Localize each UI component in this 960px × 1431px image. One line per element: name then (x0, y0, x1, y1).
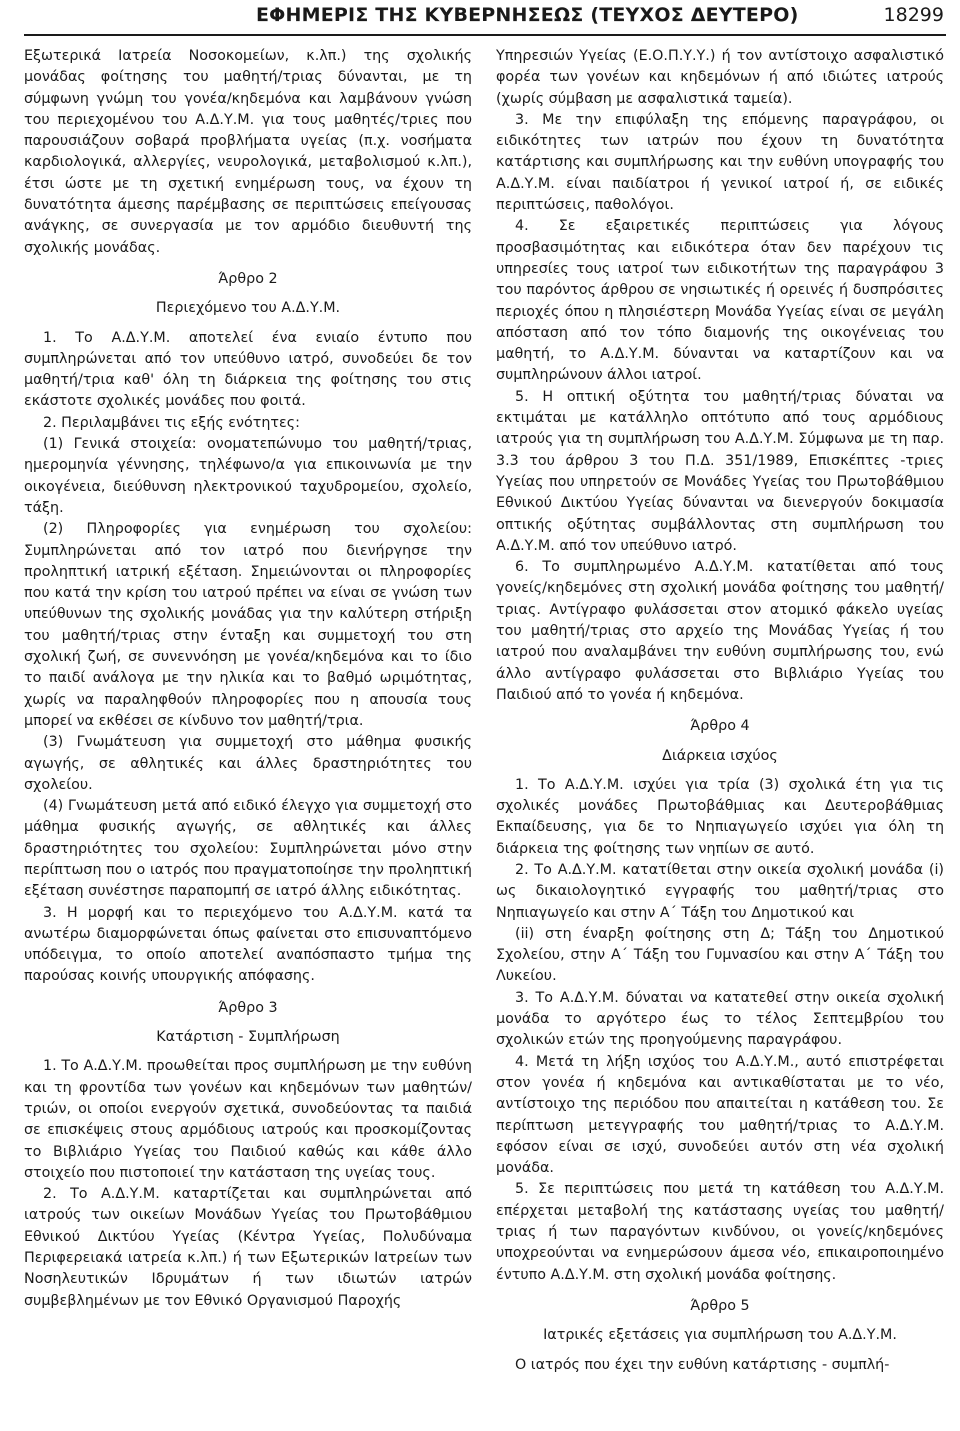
paragraph: 1. Το Α.Δ.Υ.Μ. ισχύει για τρία (3) σχολικά έτη για τις σχολικές μονάδες Πρωτοβάθμιας και Δευτεροβάθμιας Εκπαίδευσης, για δε το Νηπιαγωγείο ισχύει για όλη τη διάρκεια της φοίτησης των νηπίων σε αυτό. (496, 776, 944, 857)
page-header (24, 2, 946, 36)
paragraph: 1. Το Α.Δ.Υ.Μ. προωθείται προς συμπλήρωση με την ευθύνη και τη φροντίδα των γονέων και κηδεμόνων των μαθητών/τριών, οι οποίοι ενεργούν σχετικά, συνοδεύοντας τα παιδιά σε επισκέψεις στους αρμόδιους ιατρούς και προσκομίζοντας το Βιβλιάριο Υγείας του Παιδιού καθώς και κάθε άλλο στοιχείο που πιστοποιεί την κατάσταση της υγείας τους. (24, 1058, 472, 1181)
paragraph: Ο ιατρός που έχει την ευθύνη κατάρτισης - συμπλή- (515, 1356, 890, 1373)
paragraph: 2. Περιλαμβάνει τις εξής ενότητες: (43, 414, 300, 431)
paragraph: 3. Η μορφή και το περιεχόμενο του Α.Δ.Υ.Μ. κατά τα ανωτέρω διαμορφώνεται όπως φαίνεται στο επισυναπτόμενο υπόδειγμα, το οποίο αποτελεί αναπόσπαστο τμήμα της παρούσας κοινής υπουργικής απόφασης. (24, 904, 472, 985)
paragraph: 3. Με την επιφύλαξη της επόμενης παραγράφου, οι ειδικότητες των ιατρών που έχουν τη δυνατότητα κατάρτισης και συμπλήρωσης και την ευθύνη υπογραφής του Α.Δ.Υ.Μ. είναι παιδίατροι ή γενικοί ιατροί ή, σε ειδικές περιπτώσεις, παθολόγοι. (496, 111, 944, 214)
paragraph: 4. Μετά τη λήξη ισχύος του Α.Δ.Υ.Μ., αυτό επιστρέφεται στον γονέα ή κηδεμόνα και αντικαθίσταται με το νέο, αντίστοιχο της περιόδου που απαιτείται η κατάθεση του. Σε περίπτωση μετεγγραφής του μαθητή/τριας το Α.Δ.Υ.Μ. εφόσον είναι σε ισχύ, συνοδεύει αυτόν στη νέα σχολική μονάδα. (496, 1053, 944, 1177)
paragraph: Υπηρεσιών Υγείας (Ε.Ο.Π.Υ.Υ.) ή τον αντίστοιχο ασφαλιστικό φορέα των γονέων και κηδεμόνων ή από ιδιώτες ιατρούς (χωρίς σύμβαση με ασφαλιστικά ταμεία). (496, 48, 944, 107)
gazette-title: ΕΦΗΜΕΡΙΣ ΤΗΣ ΚΥΒΕΡΝΗΣΕΩΣ (ΤΕΥΧΟΣ ΔΕΥΤΕΡΟ) (256, 4, 799, 26)
right-column (496, 46, 944, 1376)
article-2-subtitle: Περιεχόμενο του Α.Δ.Υ.Μ. (155, 300, 341, 317)
paragraph: 2. Το Α.Δ.Υ.Μ. καταρτίζεται και συμπληρώνεται από ιατρούς των οικείων Μονάδων Υγείας του Πρωτοβάθμιου Εθνικού Δικτύου Υγείας (Κέντρα Υγείας, Πολυδύναμα Περιφερειακά ιατρεία κ.λπ.) ή των Εξωτερικών Ιατρείων των Νοσηλευτικών Ιδρυμάτων ή των ιδιωτών ιατρών συμβεβλημένων με τον Εθνικό Οργανισμού Παροχής (24, 1186, 472, 1309)
article-4-title: Άρθρο 4 (690, 718, 750, 735)
paragraph: (1) Γενικά στοιχεία: ονοματεπώνυμο του μαθητή/τριας, ημερομηνία γέννησης, τηλέφωνο/α για επικοινωνία με την οικογένεια, διεύθυνση ηλεκτρονικού ταχυδρομείου, σχολείο, τάξη. (24, 436, 472, 516)
left-column (24, 46, 472, 1312)
article-5-title: Άρθρο 5 (690, 1297, 750, 1314)
paragraph: (4) Γνωμάτευση μετά από ειδικό έλεγχο για συμμετοχή στο μάθημα φυσικής αγωγής, σε αθλητικές και άλλες δραστηριότητες του σχολείου: Συμπληρώνεται μόνο στην περίπτωση που ο ιατρός που πραγματοποίησε την προληπτική εξέταση συνέστησε παραπομπή σε ιατρό άλλης ειδικότητας. (24, 798, 472, 900)
paragraph: (3) Γνωμάτευση για συμμετοχή στο μάθημα φυσικής αγωγής, σε αθλητικές και άλλες δραστηριότητες του σχολείου. (24, 734, 472, 793)
paragraph: 4. Σε εξαιρετικές περιπτώσεις για λόγους προσβασιμότητας και ειδικότερα όταν δεν παρέχουν τις υπηρεσίες τους ιατροί των ειδικοτήτων της παραγράφου 3 του παρόντος άρθρου σε νησιωτικές ή ορεινές ή δυσπρόσιτες περιοχές όπου η πλησιέστερη Μονάδα Υγείας είναι σε μεγάλη απόσταση από τον τόπο διαμονής της οικογένειας του μαθητή, το Α.Δ.Υ.Μ. δύνανται να καταρτίζουν και να συμπληρώνουν άλλοι ιατροί. (496, 218, 944, 384)
paragraph: 5. Η οπτική οξύτητα του μαθητή/τριας δύναται να εκτιμάται με κατάλληλο οπτότυπο από τους αρμόδιους ιατρούς για τη συμπλήρωση του Α.Δ.Υ.Μ. Σύμφωνα με τη παρ. 3.3 του άρθρου 3 του Π.Δ. 351/1989, Επισκέπτες -τριες Υγείας που υπηρετούν σε Μονάδες Υγείας του Πρωτοβάθμιου Εθνικού Δικτύου Υγείας δύνανται να διενεργούν δοκιμασία οπτικής οξύτητας συμβάλλοντας στη συμπλήρωση του Α.Δ.Υ.Μ. από τον υπεύθυνο ιατρό. (496, 388, 944, 554)
article-5-subtitle: Ιατρικές εξετάσεις για συμπλήρωση του Α.Δ.Υ.Μ. (543, 1327, 897, 1344)
paragraph: 5. Σε περιπτώσεις που μετά τη κατάθεση του Α.Δ.Υ.Μ. επέρχεται μεταβολή της κατάστασης υγείας του μαθητή/τριας ή των παραγόντων κινδύνου, οι γονείς/κηδεμόνες υποχρεούνται να ενημερώσουν άμεσα νέο, επικαιροποιημένο έντυπο Α.Δ.Υ.Μ. στη σχολική μονάδα φοίτησης. (496, 1181, 944, 1283)
paragraph: 2. Το Α.Δ.Υ.Μ. κατατίθεται στην οικεία σχολική μονάδα (i) ως δικαιολογητικό εγγραφής του μαθητή/τριας στο Νηπιαγωγείο και στην Α΄ Τάξη του Δημοτικού και (496, 861, 944, 921)
paragraph: 3. Το Α.Δ.Υ.Μ. δύναται να κατατεθεί στην οικεία σχολική μονάδα το αργότερο έως το τέλος Σεπτεμβρίου του σχολικών ετών της προηγούμενης παραγράφου. (496, 989, 944, 1049)
article-4-subtitle: Διάρκεια ισχύος (662, 747, 778, 764)
paragraph: (ii) στη έναρξη φοίτησης στη Δ; Τάξη του Δημοτικού Σχολείου, στην Α΄ Τάξη του Γυμνασίου και στην Α΄ Τάξη του Λυκείου. (496, 925, 944, 985)
paragraph: 6. Το συμπληρωμένο Α.Δ.Υ.Μ. κατατίθεται από τους γονείς/κηδεμόνες στη σχολική μονάδα φοίτησης του μαθητή/τριας. Αντίγραφο φυλάσσεται στον ατομικό φάκελο υγείας του μαθητή/τριας στο αρχείο της Μονάδας Υγείας ή του ιατρού που αναλαμβάνει την ευθύνη συμπλήρωσης του, ενώ άλλο αντίγραφο φυλάσσεται στο Βιβλιάριο Υγείας του Παιδιού από το γονέα ή κηδεμόνα. (496, 559, 944, 703)
page-number: 18299 (883, 4, 944, 26)
article-2-title: Άρθρο 2 (218, 270, 278, 287)
article-3-subtitle: Κατάρτιση - Συμπλήρωση (156, 1029, 340, 1046)
paragraph: Εξωτερικά Ιατρεία Νοσοκομείων, κ.λπ.) της σχολικής μονάδας φοίτησης του μαθητή/τριας δύνανται, με τη σύμφωνη γνώμη του γονέα/κηδεμόνα και λαμβάνουν γνώση του περιεχομένου του Α.Δ.Υ.Μ. για τους μαθητές/τριες που παρουσιάζουν σοβαρά προβλήματα υγείας (π.χ. νοσήματα καρδιολογικά, αλλεργίες, νευρολογικά, μεταβολισμού κ.λπ.), έτσι ώστε με τη σχετική ενημέρωση τους, να έχουν τη δυνατότητα άμεσης παρέμβασης σε περιπτώσεις επείγουσας ανάγκης, σε συνεργασία με τον αρμόδιο διευθυντή της σχολικής μονάδας. (24, 48, 472, 256)
paragraph: 1. Το Α.Δ.Υ.Μ. αποτελεί ένα ενιαίο έντυπο που συμπληρώνεται από τον υπεύθυνο ιατρό, συνοδεύει δε τον μαθητή/τρια καθ' όλη τη διάρκεια της φοίτησης του στις εκάστοτε σχολικές μονάδες που φοιτά. (24, 329, 472, 410)
paragraph: (2) Πληροφορίες για ενημέρωση του σχολείου: Συμπληρώνεται από τον ιατρό που διενήργησε την προληπτική ιατρική εξέταση. Σημειώνονται οι πληροφορίες που κατά την κρίση του ιατρού πρέπει να είναι σε γνώση των υπεύθυνων της σχολικής μονάδας για την καλύτερη στήριξη του μαθητή/τριας στην ένταξη και συμμετοχή του στη σχολική ζωή, σε συνεννόηση με γονέα/κηδεμόνα και το ίδιο το παιδί ανάλογα με την ηλικία και το βαθμό ωριμότητας, χωρίς να παραληφθούν πληροφορίες που η απουσία τους μπορεί να εκθέσει σε κίνδυνο τον μαθητή/τρια. (24, 521, 472, 729)
article-3-title: Άρθρο 3 (218, 999, 278, 1016)
